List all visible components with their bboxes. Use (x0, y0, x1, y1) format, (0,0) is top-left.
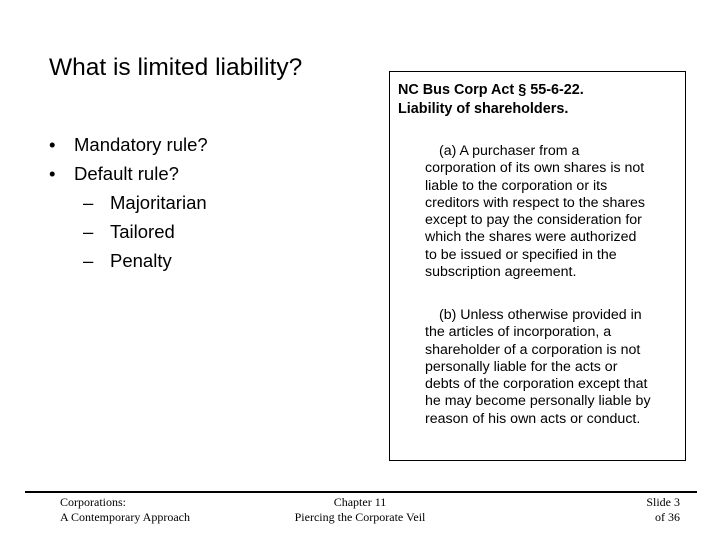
paragraph-line: subscription agreement. (425, 264, 577, 281)
paragraph-line: the articles of incorporation, a (425, 324, 612, 341)
paragraph-line: personally liable for the acts or (425, 358, 618, 375)
paragraph-line: he may become personally liable by (425, 393, 651, 410)
paragraph-line: (b) Unless otherwise provided in (439, 307, 642, 323)
sub-bullet-text: Majoritarian (110, 192, 207, 213)
footer-line: Corporations: (60, 495, 126, 509)
bullet-list (49, 130, 369, 275)
footer-course-title (60, 495, 190, 525)
bullet-marker: • (49, 134, 56, 155)
sub-bullet-marker: – (83, 192, 94, 213)
bullet-item (49, 159, 369, 188)
footer-chapter (270, 495, 450, 525)
sub-bullet-text: Tailored (110, 221, 175, 242)
paragraph-line: which the shares were authorized (425, 229, 637, 246)
paragraph-line: debts of the corporation except that (425, 376, 648, 393)
footer-line: A Contemporary Approach (60, 510, 190, 524)
statute-heading-line: Liability of shareholders. (398, 101, 569, 117)
footer-divider (25, 491, 697, 493)
bullet-marker: • (49, 163, 56, 184)
sub-bullet-marker: – (83, 221, 94, 242)
footer-line: Piercing the Corporate Veil (294, 510, 426, 524)
paragraph-line: except to pay the consideration for (425, 212, 642, 229)
paragraph-line: reason of his own acts or conduct. (425, 410, 641, 427)
footer-slide-number (600, 495, 680, 525)
statute-heading (398, 81, 683, 119)
paragraph-line: creditors with respect to the shares (425, 194, 646, 211)
footer-line: of 36 (655, 510, 680, 524)
slide-title: What is limited liability? (49, 54, 303, 81)
footer-line: Slide 3 (646, 495, 680, 509)
paragraph-line: to be issued or specified in the (425, 246, 617, 263)
paragraph-line: corporation of its own shares is not (425, 160, 645, 177)
paragraph-line: (a) A purchaser from a (439, 143, 580, 159)
statute-paragraph-a (425, 143, 683, 281)
statute-text-box (389, 71, 686, 461)
bullet-item (49, 130, 369, 159)
paragraph-line: shareholder of a corporation is not (425, 341, 641, 358)
statute-paragraph-b (425, 307, 683, 428)
footer-line: Chapter 11 (333, 495, 387, 509)
paragraph-line: liable to the corporation or its (425, 177, 608, 194)
statute-heading-line: NC Bus Corp Act § 55-6-22. (398, 82, 584, 98)
bullet-text: Mandatory rule? (74, 134, 208, 155)
bullet-text: Default rule? (74, 163, 179, 184)
sub-bullet-item (49, 246, 369, 275)
sub-bullet-marker: – (83, 250, 94, 271)
sub-bullet-item (49, 188, 369, 217)
sub-bullet-text: Penalty (110, 250, 172, 271)
sub-bullet-item (49, 217, 369, 246)
